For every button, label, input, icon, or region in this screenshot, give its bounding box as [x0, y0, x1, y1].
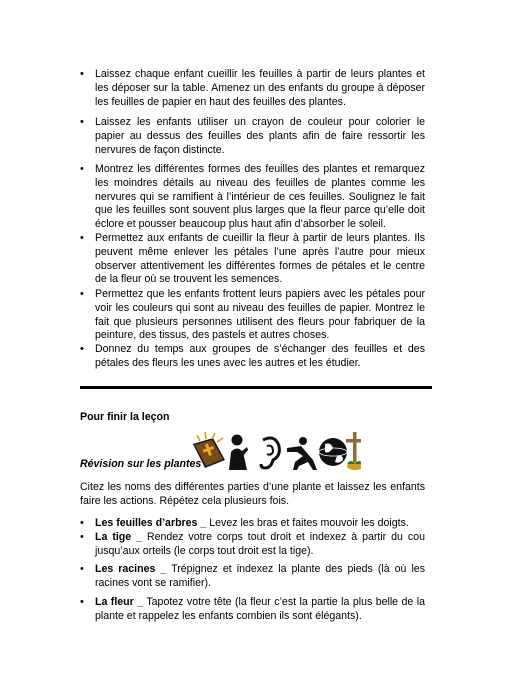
bible-icon	[193, 432, 225, 468]
activity-item: Donnez du temps aux groupes de s’échanger des feuilles et des pétales des fleurs les unes avec les autres et les étudier.	[95, 343, 425, 369]
bullet: •	[80, 116, 84, 128]
bullet: •	[80, 531, 84, 543]
plant-part-term: Les feuilles d’arbres _	[95, 517, 207, 529]
ear-icon	[261, 438, 279, 468]
bullet: •	[80, 343, 84, 355]
plant-part-action: Rendez votre corps tout droit et indexez à partir du cou jusqu’aux orteils (le corps tout droit est la tige).	[95, 531, 425, 557]
plant-part-item	[95, 596, 425, 624]
praying-child-icon	[229, 435, 248, 471]
plant-part-action: Tapotez votre tête (la fleur c’est la partie la plus belle de la plante et rappelez les enfants combien ils sont élégants).	[95, 596, 425, 622]
plant-part-item	[95, 563, 425, 591]
review-title: Révision sur les plantes	[80, 458, 202, 470]
activity-icons	[191, 430, 361, 474]
bullet: •	[80, 563, 84, 575]
activity-item: Montrez les différentes formes des feuilles des plantes et remarquez les moindres détails au niveau des feuilles de plantes comme les nervures qui se ramifient à l’intérieur de ces feuilles. Soulignez le fait que les feuilles sont souvent plus larges que la fleur parce qu’elle doit éclore et pousser beaucoup plus haut afin d’absorber le soleil.	[95, 163, 425, 231]
activity-item: Permettez aux enfants de cueillir la fleur à partir de leurs plantes. Ils peuvent même enlever les pétales l’une après l’autre pour mieux observer attentivement les différentes formes de pétales et le centre de la fleur où se trouvent les semences.	[95, 232, 425, 286]
bullet: •	[80, 288, 84, 300]
bullet: •	[80, 232, 84, 244]
activity-item: Laissez chaque enfant cueillir les feuilles à partir de leurs plantes et les déposer sur la table. Amenez un des enfants du groupe à déposer les feuilles de papier en haut des feuilles des plantes.	[95, 68, 425, 108]
plant-part-term: La fleur _	[95, 596, 144, 608]
plant-part-action: Trépignez et indexez la plante des pieds (là où les racines vont se ramifier).	[95, 563, 425, 589]
bullet: •	[80, 517, 84, 529]
activity-item: Laissez les enfants utiliser un crayon de couleur pour colorier le papier au dessus des feuilles des plants afin de faire ressortir les nervures de façon distincte.	[95, 116, 425, 156]
bullet: •	[80, 596, 84, 608]
plant-part-action: Levez les bras et faites mouvoir les doigts.	[206, 517, 409, 529]
exercise-figure-icon	[287, 437, 317, 470]
section-divider	[80, 386, 432, 389]
plant-part-term: La tige _	[95, 531, 142, 543]
plant-part-term: Les racines _	[95, 563, 167, 575]
globe-icon	[319, 438, 347, 466]
review-intro: Citez les noms des différentes parties d’une plante et laissez les enfants faire les actions. Répétez cela plusieurs fois.	[80, 481, 425, 507]
activity-item: Permettez que les enfants frottent leurs papiers avec les pétales pour voir les couleurs qui sont au niveau des feuilles de papier. Montrez le fait que plusieurs personnes utilisent des fleurs pour fabriquer de la peinture, des tissus, des pastels et autres choses.	[95, 288, 425, 342]
bullet: •	[80, 68, 84, 80]
section-heading: Pour finir la leçon	[80, 411, 170, 423]
bullet: •	[80, 163, 84, 175]
plant-part-item	[95, 517, 425, 531]
plant-part-item	[95, 531, 425, 559]
cross-icon	[346, 432, 361, 470]
